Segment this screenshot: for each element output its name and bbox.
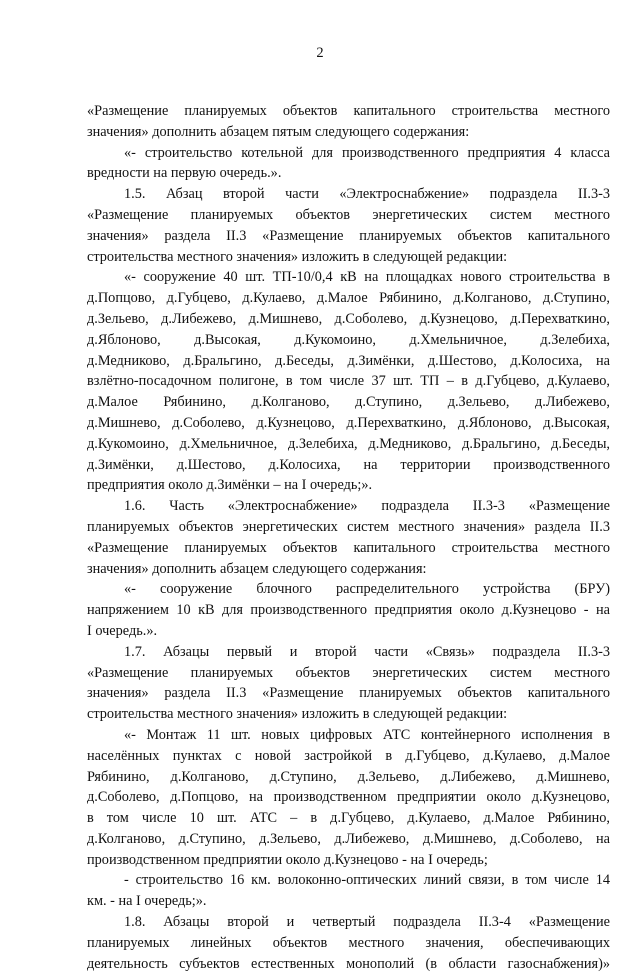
text-line: д.Яблоново, д.Высокая, д.Кукомоино, д.Хмельничное, д.Зелебиха, <box>87 331 610 348</box>
text-line: строительства местного значения» изложить в следующей редакции: <box>87 706 508 723</box>
document-body <box>87 101 610 974</box>
text-line: «Размещение планируемых объектов энергетических систем местного <box>87 664 610 681</box>
text-line: - строительство 16 км. волоконно-оптических линий связи, в том числе 14 <box>124 872 610 889</box>
text-line: Рябинино, д.Колганово, д.Ступино, д.Зельево, д.Либежево, д.Мишнево, <box>87 768 610 785</box>
text-line: значения» раздела II.3 «Размещение планируемых объектов капитального <box>87 227 610 244</box>
text-line: значения» раздела II.3 «Размещение планируемых объектов капитального <box>87 685 610 702</box>
text-line: планируемых объектов энергетических систем местного значения» раздела II.3 <box>87 518 610 535</box>
text-line: I очередь.». <box>87 622 158 639</box>
text-line: строительства местного значения» изложить в следующей редакции: <box>87 248 508 265</box>
text-line: 1.5. Абзац второй части «Электроснабжение» подраздела II.3-3 <box>124 186 610 203</box>
text-line: вредности на первую очередь.». <box>87 165 282 182</box>
text-line: 1.6. Часть «Электроснабжение» подраздела II.3-3 «Размещение <box>124 498 610 515</box>
text-line: д.Мишнево, д.Соболево, д.Кузнецово, д.Перехваткино, д.Яблоново, д.Высокая, <box>87 414 610 431</box>
text-line: 1.7. Абзацы первый и второй части «Связь» подраздела II.3-3 <box>124 643 610 660</box>
text-line: д.Зельево, д.Либежево, д.Мишнево, д.Соболево, д.Кузнецово, д.Перехваткино, <box>87 310 610 327</box>
text-line: взлётно-посадочном полигоне, в том числе 37 шт. ТП – в д.Губцево, д.Кулаево, <box>87 373 610 390</box>
page-number: 2 <box>316 45 324 61</box>
text-line: «- сооружение блочного распределительного устройства (БРУ) <box>124 581 610 598</box>
text-line: «- строительство котельной для производственного предприятия 4 класса <box>124 144 610 161</box>
text-line: населённых пунктах с новой застройкой в д.Губцево, д.Кулаево, д.Малое <box>87 747 610 764</box>
text-line: деятельность субъектов естественных монополий (в области газоснабжения)» <box>87 955 610 972</box>
text-line: д.Малое Рябинино, д.Колганово, д.Ступино, д.Зельево, д.Либежево, <box>87 394 610 411</box>
text-line: 1.8. Абзацы второй и четвертый подраздела II.3-4 «Размещение <box>124 914 610 931</box>
text-line: напряжением 10 кВ для производственного предприятия около д.Кузнецово - на <box>87 602 610 619</box>
text-line: значения» дополнить абзацем пятым следующего содержания: <box>87 123 470 140</box>
text-line: «Размещение планируемых объектов капитального строительства местного <box>87 539 610 556</box>
text-line: д.Зимёнки, д.Шестово, д.Колосиха, на территории производственного <box>87 456 610 473</box>
text-line: значения» дополнить абзацем следующего содержания: <box>87 560 427 577</box>
text-line: предприятия около д.Зимёнки – на I очередь;». <box>87 477 373 494</box>
text-line: производственном предприятии около д.Кузнецово - на I очередь; <box>87 851 488 868</box>
text-line: «Размещение планируемых объектов энергетических систем местного <box>87 206 610 223</box>
text-line: д.Кукомоино, д.Хмельничное, д.Зелебиха, д.Медниково, д.Бральгино, д.Беседы, <box>87 435 610 452</box>
text-line: «Размещение планируемых объектов капитального строительства местного <box>87 103 610 119</box>
text-line: д.Колганово, д.Ступино, д.Зельево, д.Либежево, д.Мишнево, д.Соболево, на <box>87 830 610 847</box>
text-line: д.Попцово, д.Губцево, д.Кулаево, д.Малое Рябинино, д.Колганово, д.Ступино, <box>87 290 610 307</box>
text-line: д.Соболево, д.Попцово, на производственном предприятии около д.Кузнецово, <box>87 789 610 806</box>
text-line: планируемых линейных объектов местного значения, обеспечивающих <box>87 934 610 951</box>
text-line: д.Медниково, д.Бральгино, д.Беседы, д.Зимёнки, д.Шестово, д.Колосиха, на <box>87 352 610 369</box>
text-line: «- Монтаж 11 шт. новых цифровых АТС контейнерного исполнения в <box>124 726 610 743</box>
text-line: в том числе 10 шт. АТС – в д.Губцево, д.Кулаево, д.Малое Рябинино, <box>87 810 610 827</box>
text-line: «- сооружение 40 шт. ТП-10/0,4 кВ на площадках нового строительства в <box>124 269 610 286</box>
text-line: км. - на I очередь;». <box>87 893 207 910</box>
